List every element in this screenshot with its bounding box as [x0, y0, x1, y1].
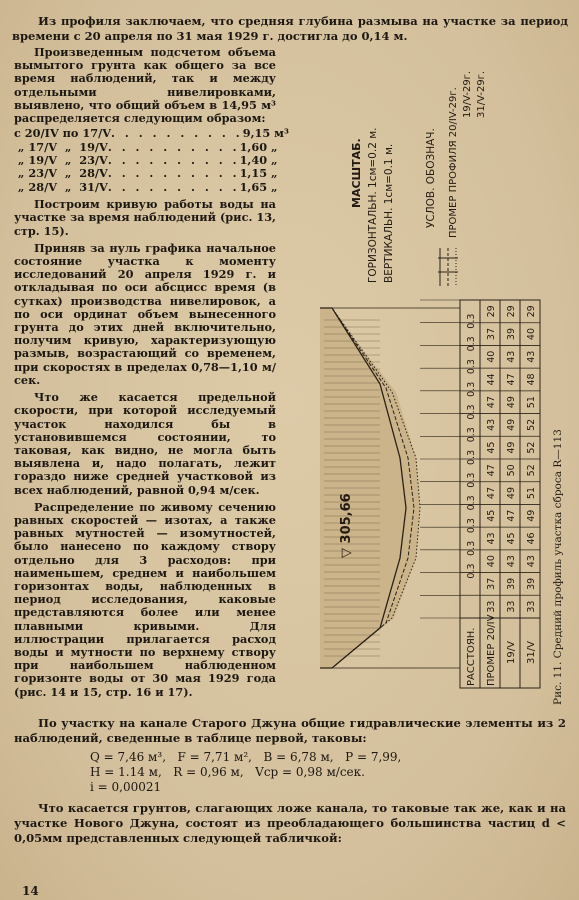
leader-dots: . . . . . . . . . . [107, 139, 240, 154]
volume-period: „ 17/V „ 19/V [14, 139, 108, 154]
scale-vertical: ВЕРТИКАЛЬН. 1см=0.1 м. [383, 143, 395, 283]
volume-row [14, 141, 276, 154]
formula-row-1 [14, 750, 566, 765]
volume-period: „ 28/V „ 31/V [14, 179, 108, 194]
leader-dots: . . . . . . . . . . [107, 179, 240, 194]
legend-item-31v: 31/V-29г. [476, 70, 487, 118]
formula-b: B = 6,78 м, [263, 750, 334, 764]
leader-dots: . . . . . . . . . . [111, 126, 243, 141]
volume-row [14, 167, 276, 180]
channel-profile [320, 300, 460, 668]
depth-20iv-value: 45 [486, 441, 497, 454]
paragraph-graph: Приняв за нуль графика начальное состояние участка к моменту исследований 20 апреля 1929 г. и откладывая по оси абсцисс время (в сутках) производства нивелировок, а по оси ординат объем вынесенного грунта до этих дней включительно, получим кривую, характеризующую размыв, возрастающий со временем, при скоростях в пределах 0,78—1,10 м/сек. [14, 240, 276, 387]
paragraph-curve: Построим кривую работы воды на участке за время наблюдений (рис. 13, стр. 15). [14, 197, 276, 238]
volume-row [14, 181, 276, 194]
bottom-section [14, 716, 566, 846]
depth-20iv-value: 44 [486, 373, 497, 386]
depth-20iv-value: 45 [486, 509, 497, 522]
formula-p: P = 7,99, [345, 750, 402, 764]
depth-20iv-value: 40 [486, 350, 497, 363]
leader-dots: . . . . . . . . . . [107, 166, 240, 181]
distance-value: 0.3 [466, 313, 477, 329]
distance-value: 0.3 [466, 336, 477, 352]
volume-period: „ 23/V „ 28/V [14, 166, 108, 181]
depth-20iv-value: 47 [486, 464, 497, 477]
depth-20iv-value: 29 [486, 305, 497, 318]
row-label-31v: 31/V [526, 641, 537, 664]
legend-item-20iv: ПРОМЕР ПРОФИЛЯ 20/IV-29г. [448, 87, 459, 238]
legend-line-samples [438, 248, 458, 286]
depth-31v-value: 52 [526, 441, 537, 454]
figure-caption [545, 250, 569, 710]
depth-19v-value: 45 [506, 532, 517, 545]
depth-19v-value: 33 [506, 600, 517, 613]
depth-20iv-value: 43 [486, 532, 497, 545]
row-label-distance: РАССТОЯН. [466, 627, 477, 686]
depth-20iv-value: 47 [486, 486, 497, 500]
depth-19v-value: 43 [506, 350, 517, 363]
distance-value: 0.3 [466, 404, 477, 420]
legend-item-19v: 19/V-29г. [462, 70, 473, 118]
depth-19v-value: 39 [506, 577, 517, 590]
intro-paragraph: Из профиля заключаем, что средняя глубина размыва на участке за период времени с 20 апреля по 31 мая 1929 г. достигла до 0,14 м. [12, 14, 568, 43]
depth-19v-value: 49 [506, 486, 517, 500]
scale-horizontal: ГОРИЗОНТАЛЬН. 1см=0.2 м. [367, 127, 379, 283]
volume-value: 9,15 м³ [242, 126, 289, 141]
figure-caption-text: Рис. 11. Средний профиль участка сброса R—113 [552, 429, 564, 705]
distance-value: 0.3 [466, 540, 477, 556]
distance-value: 0.3 [466, 359, 477, 375]
row-label-promer: ПРОМЕР 20/IV [486, 614, 497, 686]
volume-value: 1,15 „ [239, 166, 278, 181]
depth-31v-value: 52 [526, 418, 537, 431]
depth-31v-value: 48 [526, 373, 537, 386]
depth-20iv-value: 40 [486, 555, 497, 568]
volume-value: 1,60 „ [239, 139, 278, 154]
legend-title: УСЛОВ. ОБОЗНАЧ. [425, 128, 437, 228]
distance-value: 0.3 [466, 563, 477, 579]
page-number: 14 [22, 884, 39, 898]
volume-table [14, 126, 289, 194]
depth-20iv-value: 47 [486, 396, 497, 409]
formula-r: R = 0,96 м, [173, 765, 244, 779]
depth-31v-value: 43 [526, 555, 537, 568]
distance-value: 0.3 [466, 427, 477, 443]
volume-row [14, 126, 289, 141]
hydraulic-elements [14, 750, 566, 795]
volume-period: „ 19/V „ 23/V [14, 153, 108, 168]
depth-31v-value: 43 [526, 350, 537, 363]
formula-v: Vср = 0,98 м/сек. [255, 765, 365, 779]
depth-20iv-value: 43 [486, 418, 497, 431]
depth-31v-value: 40 [526, 327, 537, 341]
formula-i: i = 0,00021 [90, 780, 162, 794]
row-label-19v: 19/V [506, 641, 517, 664]
paragraph-velocity: Что же касается предельной скорости, при которой исследуемый участок находился бы в установившемся состоянии, то таковая, как видно, не могла быть выявлена и, надо полагать, лежит гораздо ниже средней участковой из всех наблюдений, равной 0,94 м/сек. [14, 390, 276, 497]
scale-title: МАСШТАБ. [350, 138, 363, 208]
depth-31v-value: 39 [526, 577, 537, 590]
depth-19v-value: 39 [506, 327, 517, 341]
formula-f: F = 7,71 м², [177, 750, 252, 764]
depth-31v-value: 29 [526, 305, 537, 318]
depth-31v-value: 51 [526, 486, 537, 500]
distance-value: 0.3 [466, 449, 477, 465]
distance-value: 0.3 [466, 495, 477, 511]
depth-20iv-value: 37 [486, 577, 497, 590]
depth-19v-value: 50 [506, 464, 517, 477]
depth-20iv-value: 37 [486, 327, 497, 341]
profile-figure [320, 58, 574, 698]
paragraph-soils: Что касается грунтов, слагающих ложе канала, то таковые так же, как и на участке Нового Джуна, состоят из преобладающего большинства частиц d < 0,05мм представленных следующей табличкой: [14, 801, 566, 845]
formula-q: Q = 7,46 м³, [90, 750, 167, 764]
depth-20iv-value: 33 [486, 600, 497, 613]
distance-value: 0.3 [466, 381, 477, 397]
volume-value: 1,65 „ [239, 179, 278, 194]
volume-value: 1,40 „ [239, 153, 278, 168]
depth-19v-value: 29 [506, 305, 517, 318]
formula-row-2 [14, 765, 566, 780]
distance-value: 0.3 [466, 472, 477, 488]
paragraph-volume: Произведенным подсчетом объема вымытого грунта как общего за все время наблюдений, так и между отдельными нивелировками, выявлено, что общий объем в 14,95 м³ распределяется следующим образом: [14, 45, 276, 126]
leader-dots: . . . . . . . . . . [107, 153, 240, 168]
water-level-label: ▽ 305,66 [339, 493, 354, 558]
depth-19v-value: 49 [506, 441, 517, 454]
depth-31v-value: 33 [526, 600, 537, 613]
depth-19v-value: 47 [506, 509, 517, 522]
volume-period: с 20/IV по 17/V [14, 126, 111, 141]
depth-19v-value: 47 [506, 373, 517, 386]
formula-row-3 [14, 780, 566, 795]
paragraph-old-djun: По участку на канале Старого Джуна общие гидравлические элементы из 2 наблюдений, сведенные в таблице первой, таковы: [14, 716, 566, 745]
paragraph-isotachs: Распределение по живому сечению равных скоростей — изотах, а также равных мутностей — изомутностей, было нанесено по каждому створу отдельно для 3 расходов: при наименьшем, среднем и наибольшем горизонтах воды, наблюденных в период исследования, каковые представляются более или менее плавными кривыми. Для иллюстрации прилагается расход воды и мутности по верхнему створу при наибольшем наблюденном горизонте воды от 30 мая 1929 года (рис. 14 и 15, стр. 16 и 17). [14, 499, 276, 699]
depth-19v-value: 43 [506, 555, 517, 568]
depth-31v-value: 51 [526, 396, 537, 409]
depth-31v-value: 52 [526, 464, 537, 477]
left-column [14, 45, 289, 699]
depth-19v-value: 49 [506, 418, 517, 431]
volume-row [14, 154, 276, 167]
depth-31v-value: 46 [526, 532, 537, 545]
depth-19v-value: 49 [506, 396, 517, 409]
depth-31v-value: 49 [526, 509, 537, 522]
formula-h: H = 1.14 м, [90, 765, 162, 779]
distance-value: 0.3 [466, 518, 477, 534]
